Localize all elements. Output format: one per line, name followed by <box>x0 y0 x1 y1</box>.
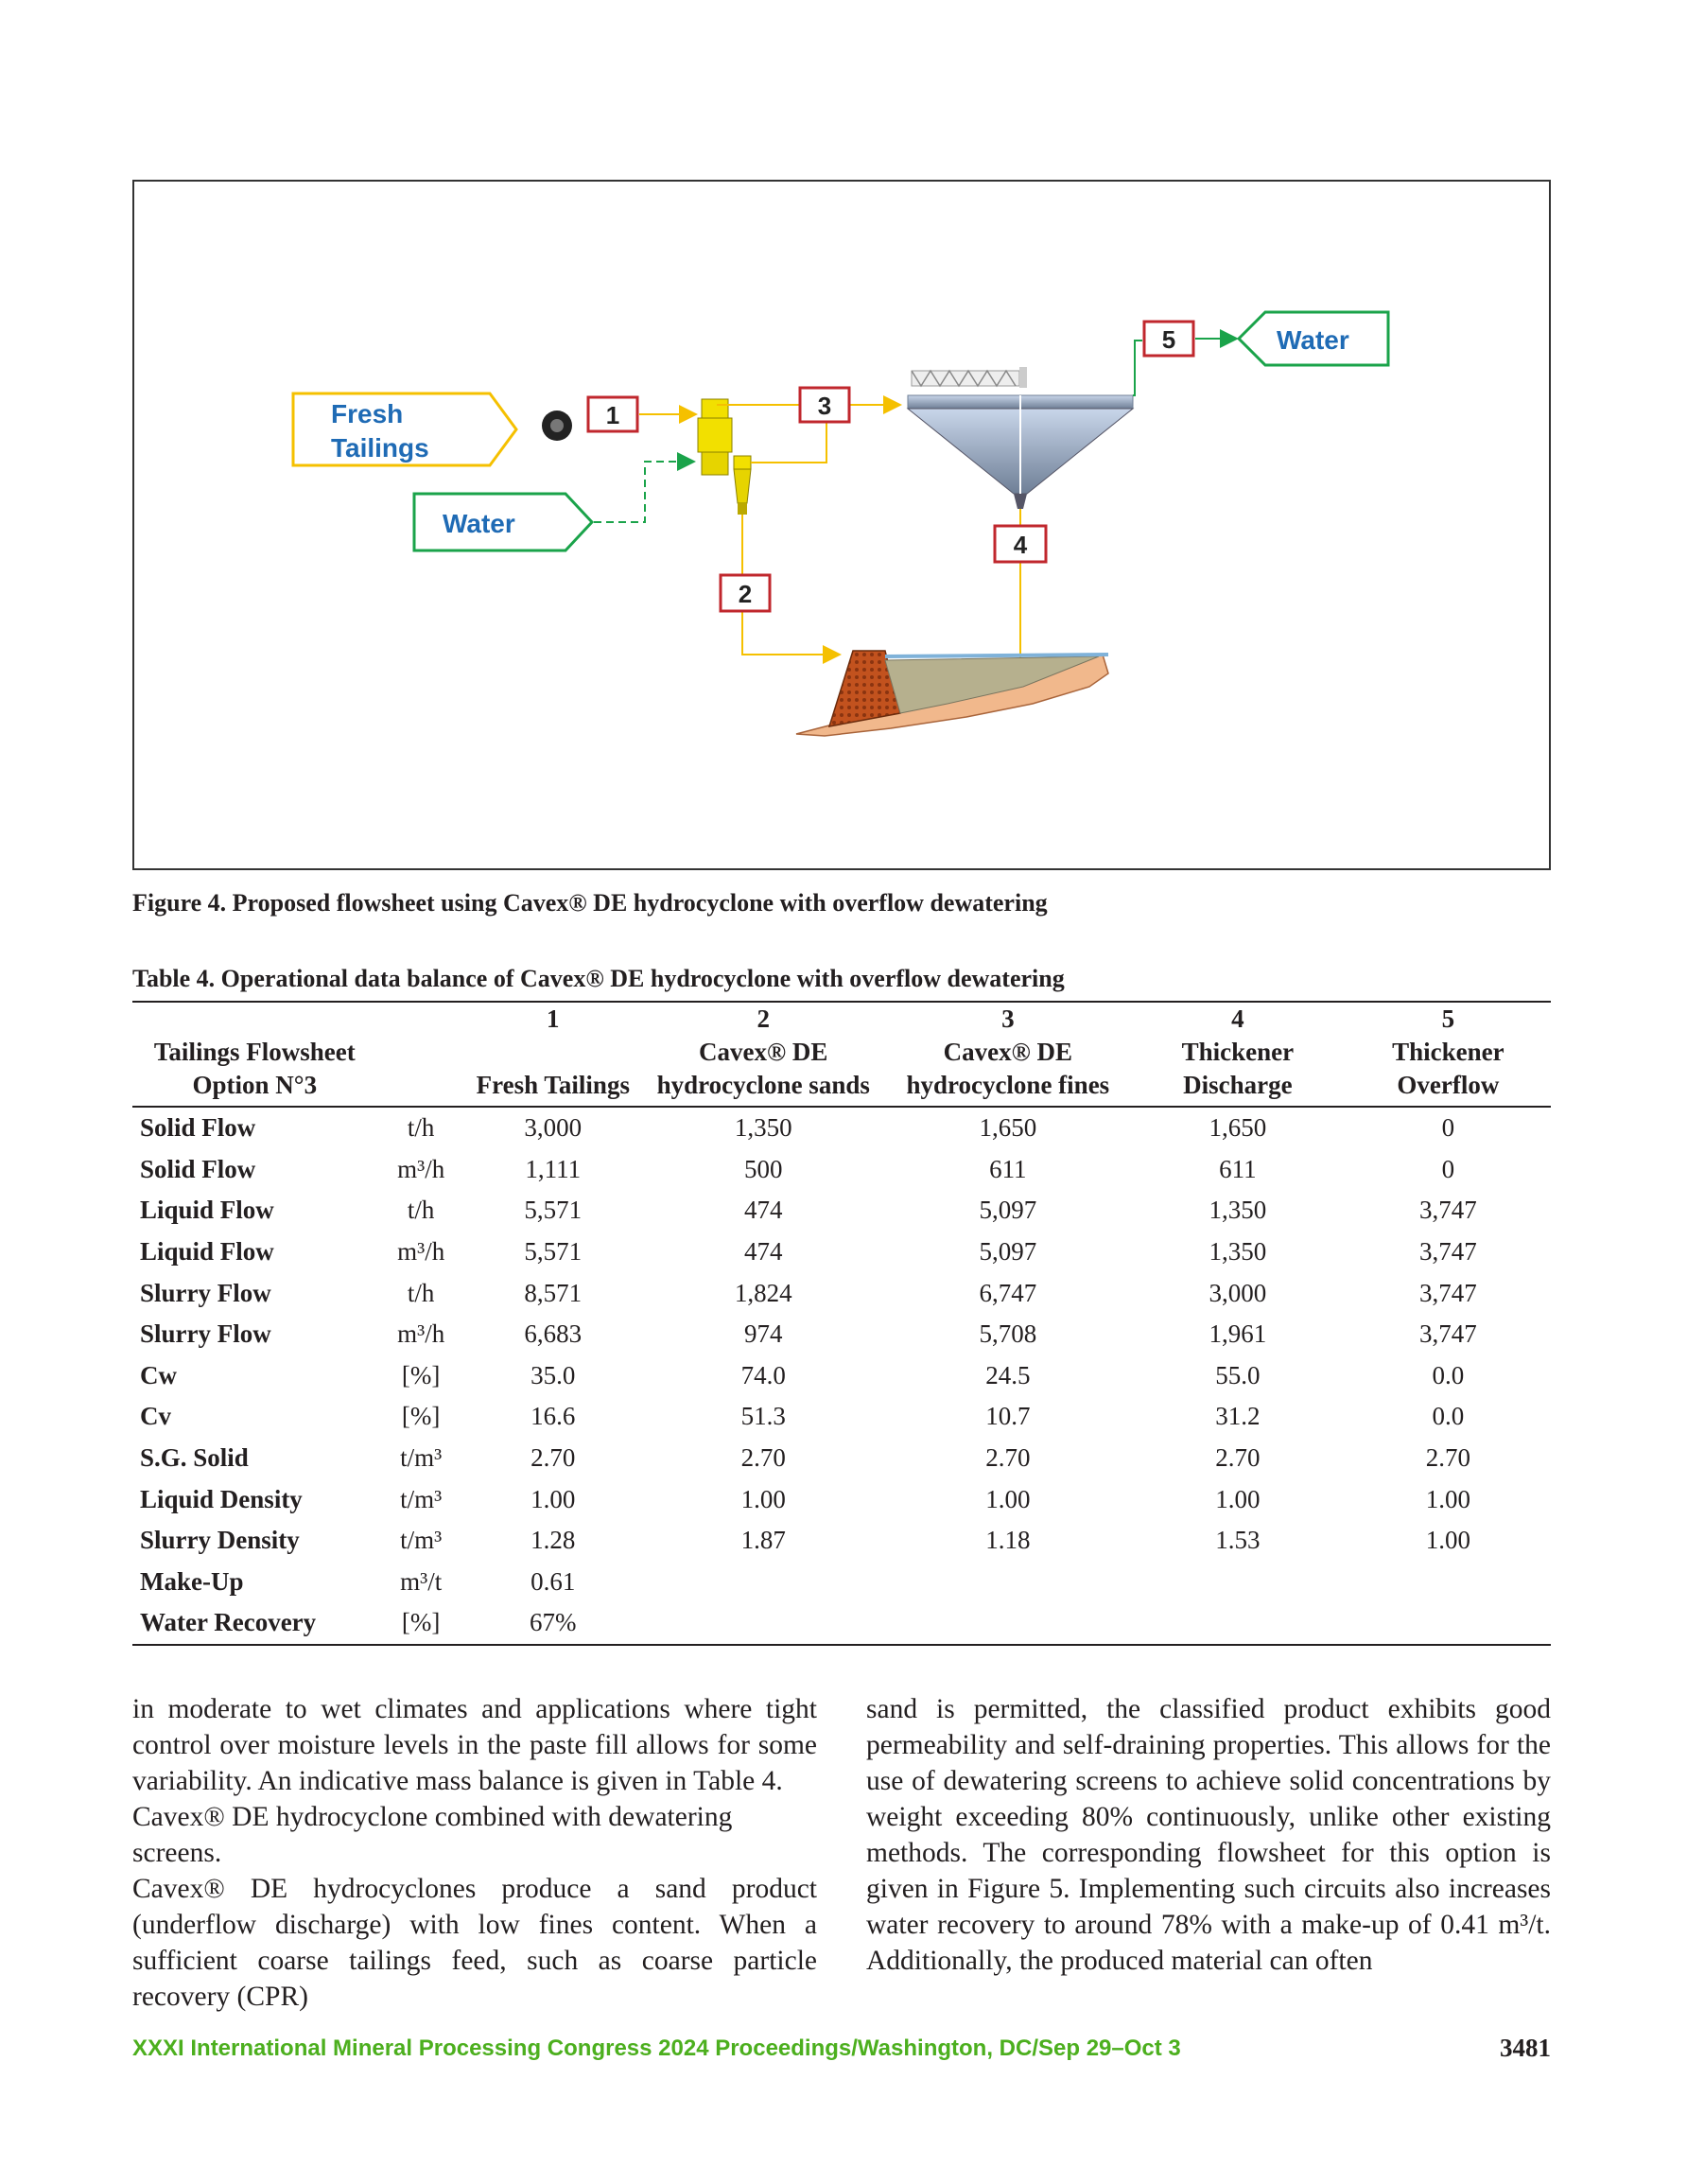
table-cell: 1.00 <box>1425 1526 1470 1555</box>
row-unit: m³/h <box>397 1237 445 1267</box>
table-cell: 5,571 <box>524 1196 583 1225</box>
column-line1: Cavex® DE <box>699 1038 828 1066</box>
hydrocyclone-icon <box>698 399 751 515</box>
row-unit: [%] <box>401 1360 441 1389</box>
row-parameter: Cv <box>140 1402 171 1431</box>
table-cell: 67% <box>465 1602 641 1645</box>
table-cell: 2.70 <box>740 1443 786 1473</box>
page-number: 3481 <box>1500 2034 1551 2062</box>
table-cell: 1.00 <box>985 1484 1031 1513</box>
stream-2-box <box>721 575 770 611</box>
right-paragraph-1: sand is permitted, the classified product exhibits good permeability and self-draining properties. This allows for the use of dewatering screens to achieve solid concentrations by weight exceeding 80% continuously, unlike other existing methods. The corresponding flowsheet for this option is given in Figure 5. Implementing such circuits also increases water recovery to around 78% with a make-up of 0.41 m³/t. Additionally, the produced material can often <box>866 1694 1551 1976</box>
table-row <box>132 1149 1551 1191</box>
table-cell: 1,350 <box>1209 1196 1267 1225</box>
column-line2: Discharge <box>1183 1071 1293 1099</box>
row-title-header <box>132 1002 377 1107</box>
row-unit: t/m³ <box>400 1526 443 1555</box>
column-line1 <box>469 1036 637 1069</box>
stream-5-label: 5 <box>1161 325 1176 354</box>
stream-4-label: 4 <box>1013 531 1028 559</box>
row-parameter: Liquid Flow <box>140 1237 274 1267</box>
column-num: 5 <box>1441 1005 1455 1033</box>
table-cell: 1.28 <box>530 1526 576 1555</box>
water-in-label: Water <box>443 509 515 538</box>
table-cell: 1.18 <box>985 1526 1031 1555</box>
row-unit: [%] <box>377 1602 465 1645</box>
column-num: 1 <box>547 1005 560 1033</box>
stream-5-box <box>1144 322 1193 356</box>
table-cell: 5,571 <box>524 1237 583 1267</box>
row-parameter: Cw <box>140 1360 177 1389</box>
stream-2-label: 2 <box>738 580 753 608</box>
operational-data-table <box>132 1001 1551 1646</box>
thickener-icon <box>908 367 1133 509</box>
table-cell <box>1130 1562 1346 1603</box>
table-cell: 55.0 <box>1215 1360 1261 1389</box>
water-in-node <box>414 494 592 550</box>
body-column-right <box>866 1691 1551 1979</box>
table-cell: 1,111 <box>525 1154 582 1183</box>
fresh-tailings-label-2: Tailings <box>331 433 429 463</box>
row-parameter: Liquid Density <box>140 1484 303 1513</box>
table-row <box>132 1107 1551 1149</box>
table-cell <box>1130 1602 1346 1645</box>
fresh-tailings-node <box>293 393 516 465</box>
table-cell: 1,350 <box>1209 1237 1267 1267</box>
table-cell: 474 <box>743 1196 783 1225</box>
row-unit: t/h <box>407 1278 435 1307</box>
row-unit: t/h <box>407 1113 435 1143</box>
table-cell: 31.2 <box>1215 1402 1261 1431</box>
row-parameter: Solid Flow <box>140 1154 256 1183</box>
row-unit: m³/h <box>397 1319 445 1349</box>
row-parameter: Solid Flow <box>140 1113 256 1143</box>
row-parameter: Slurry Flow <box>140 1278 271 1307</box>
row-title-line1: Tailings Flowsheet <box>153 1038 356 1066</box>
table-cell <box>1346 1602 1551 1645</box>
table-cell: 3,747 <box>1418 1196 1477 1225</box>
column-line1: Thickener <box>1181 1038 1295 1066</box>
row-parameter: Slurry Density <box>140 1526 300 1555</box>
stream-1-label: 1 <box>605 401 620 429</box>
table-cell: 3,000 <box>1209 1278 1267 1307</box>
table-cell: 1.00 <box>1215 1484 1261 1513</box>
table-row <box>132 1355 1551 1397</box>
table-cell: 0 <box>1441 1154 1455 1183</box>
column-line2: hydrocyclone sands <box>656 1071 870 1099</box>
column-num: 4 <box>1231 1005 1244 1033</box>
table-cell: 1,961 <box>1209 1319 1267 1349</box>
row-parameter: Slurry Flow <box>140 1319 271 1349</box>
table-cell: 2.70 <box>530 1443 576 1473</box>
table-cell: 0 <box>1441 1113 1455 1143</box>
table-cell <box>641 1602 886 1645</box>
table-row <box>132 1190 1551 1232</box>
row-unit: t/h <box>407 1196 435 1225</box>
table-cell: 5,097 <box>979 1196 1037 1225</box>
row-unit: t/m³ <box>400 1484 443 1513</box>
table-cell: 24.5 <box>985 1360 1031 1389</box>
stream-3-label: 3 <box>817 392 832 420</box>
table-cell: 1,650 <box>979 1113 1037 1143</box>
column-line1: Thickener <box>1392 1038 1504 1066</box>
table-cell: 611 <box>1219 1154 1257 1183</box>
column-header-2 <box>641 1002 886 1107</box>
table-row <box>132 1272 1551 1314</box>
table-cell: 1,350 <box>734 1113 792 1143</box>
figure-caption: Figure 4. Proposed flowsheet using Cavex® DE hydrocyclone with overflow dewatering <box>132 889 1048 917</box>
flowsheet-diagram <box>134 182 1553 872</box>
table-cell <box>886 1602 1131 1645</box>
table-cell <box>641 1562 886 1603</box>
table-cell: 2.70 <box>1425 1443 1470 1473</box>
table-cell: 3,747 <box>1418 1319 1477 1349</box>
table-cell: 3,000 <box>524 1113 583 1143</box>
table-cell: 1.53 <box>1215 1526 1261 1555</box>
row-unit: t/m³ <box>400 1443 443 1473</box>
table-cell: 474 <box>743 1237 783 1267</box>
column-num: 2 <box>757 1005 770 1033</box>
table-cell: 2.70 <box>985 1443 1031 1473</box>
table-cell <box>886 1562 1131 1603</box>
column-header-3 <box>886 1002 1131 1107</box>
table-cell: 35.0 <box>530 1360 576 1389</box>
table-cell: 6,747 <box>979 1278 1037 1307</box>
table-row <box>132 1562 1551 1603</box>
table-cell: 8,571 <box>524 1278 583 1307</box>
table-row <box>132 1396 1551 1438</box>
body-column-left <box>132 1691 817 2015</box>
water-out-node <box>1239 312 1388 365</box>
pump-icon <box>542 411 572 441</box>
table-body <box>132 1107 1551 1645</box>
column-header-5 <box>1346 1002 1551 1107</box>
column-num: 3 <box>1001 1005 1015 1033</box>
table-cell: 2.70 <box>1215 1443 1261 1473</box>
table-cell: 0.0 <box>1432 1360 1465 1389</box>
table-cell: 1.00 <box>530 1484 576 1513</box>
table-cell: 1.00 <box>740 1484 786 1513</box>
column-line2: Fresh Tailings <box>476 1071 630 1099</box>
stream-3-box <box>800 388 849 422</box>
table-row <box>132 1438 1551 1479</box>
row-parameter: Water Recovery <box>132 1602 377 1645</box>
table-cell: 0.0 <box>1432 1402 1465 1431</box>
unit-header <box>377 1002 465 1107</box>
table-caption: Table 4. Operational data balance of Cavex® DE hydrocyclone with overflow dewatering <box>132 965 1065 992</box>
water-out-label: Water <box>1277 325 1349 355</box>
table-header-row <box>132 1002 1551 1107</box>
table-cell <box>1346 1562 1551 1603</box>
row-unit: m³/t <box>400 1566 443 1596</box>
table-row <box>132 1232 1551 1273</box>
table-cell: 6,683 <box>524 1319 583 1349</box>
row-parameter: S.G. Solid <box>140 1443 249 1473</box>
left-paragraph-3: Cavex® DE hydrocyclones produce a sand product (underflow discharge) with low fines content. When a sufficient coarse tailings feed, such as coarse particle recovery (CPR) <box>132 1874 817 2012</box>
table-cell: 1.87 <box>740 1526 786 1555</box>
table-cell: 0.61 <box>530 1566 576 1596</box>
table-cell: 500 <box>743 1154 783 1183</box>
table-cell: 3,747 <box>1418 1278 1477 1307</box>
table-row <box>132 1520 1551 1562</box>
footer-conference-title: XXXI International Mineral Processing Congress 2024 Proceedings/Washington, DC/Sep 29–Oct 3 <box>132 2035 1181 2061</box>
table-row <box>132 1602 1551 1645</box>
table-cell: 611 <box>989 1154 1027 1183</box>
column-header-4 <box>1130 1002 1346 1107</box>
flowsheet-figure <box>132 180 1551 870</box>
left-paragraph-1: in moderate to wet climates and applications where tight control over moisture levels in the paste fill allows for some variability. An indicative mass balance is given in Table 4. <box>132 1694 817 1796</box>
table-cell: 1,824 <box>734 1278 792 1307</box>
column-line1: Cavex® DE <box>943 1038 1073 1066</box>
table-cell: 5,097 <box>979 1237 1037 1267</box>
table-cell: 1.00 <box>1425 1484 1470 1513</box>
table-cell: 51.3 <box>740 1402 786 1431</box>
column-line2: Overflow <box>1397 1071 1500 1099</box>
column-header-1 <box>465 1002 641 1107</box>
stream-4-box <box>995 526 1046 562</box>
table-cell: 10.7 <box>985 1402 1031 1431</box>
row-parameter: Make-Up <box>140 1566 244 1596</box>
table-cell: 1,650 <box>1209 1113 1267 1143</box>
tailings-dam-icon <box>796 651 1108 736</box>
table-row <box>132 1478 1551 1520</box>
row-unit: [%] <box>401 1402 441 1431</box>
table-cell: 16.6 <box>530 1402 576 1431</box>
stream-1-box <box>588 397 637 431</box>
row-parameter: Liquid Flow <box>140 1196 274 1225</box>
row-unit: m³/h <box>397 1154 445 1183</box>
table-cell: 74.0 <box>740 1360 786 1389</box>
table-row <box>132 1314 1551 1355</box>
column-line2: hydrocyclone fines <box>906 1071 1110 1099</box>
table-cell: 5,708 <box>979 1319 1037 1349</box>
table-cell: 974 <box>743 1319 783 1349</box>
row-title-line2: Option N°3 <box>192 1071 318 1099</box>
left-paragraph-2-heading: Cavex® DE hydrocyclone combined with dewatering screens. <box>132 1802 733 1868</box>
table-cell: 3,747 <box>1418 1237 1477 1267</box>
fresh-tailings-label-1: Fresh <box>331 399 404 428</box>
